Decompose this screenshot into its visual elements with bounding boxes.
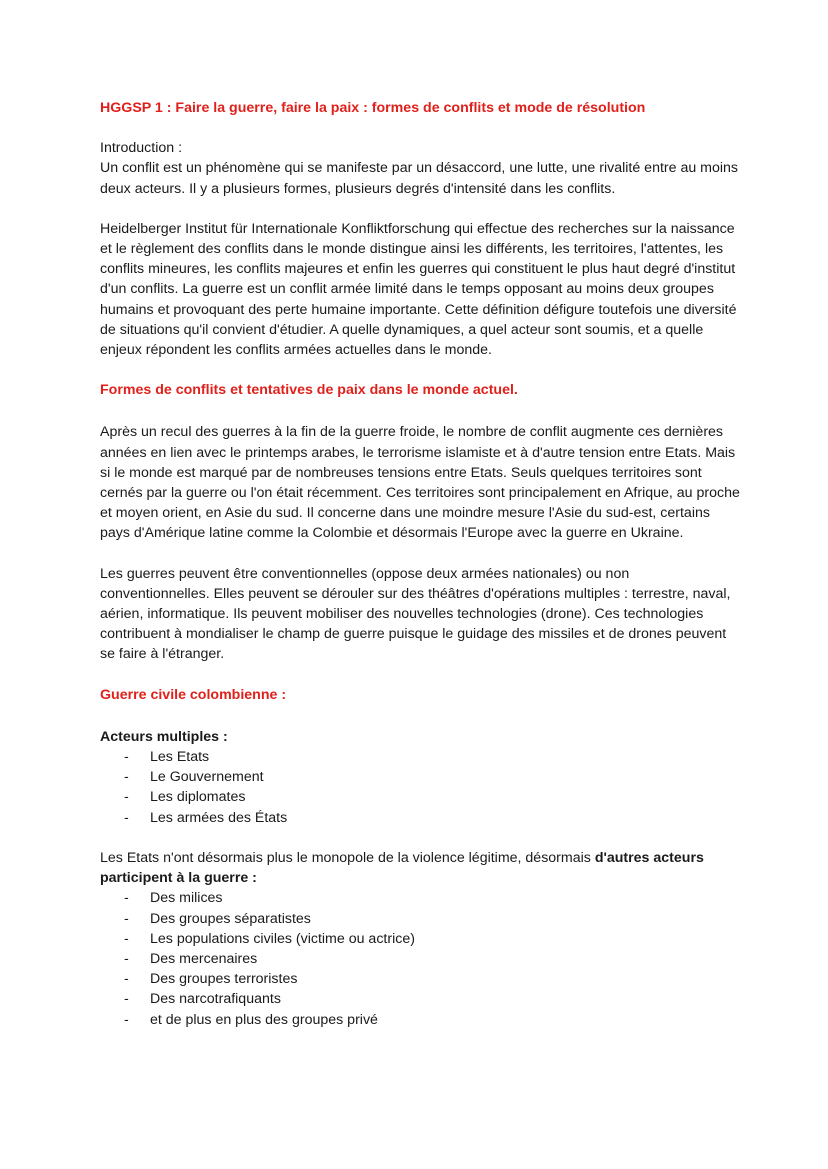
dash-bullet: - [124, 749, 129, 766]
other-actors-bold: d'autres acteurs participent à la guerre : [100, 849, 704, 887]
forms-paragraph-1: Après un recul des guerres à la fin de la guerre froide, le nombre de conflit augmente ces dernières années en lien avec le printemps arabes, le terrorisme islamiste et à d'autre tension entre Etats. Mais si le monde est marqué par de nombreuses tensions entre Etats. Seuls quelques territoires sont cernés par la guerre ou l'on était récemment. Ces territoires sont principalement en Afrique, au proche et moyen orient, en Asie du sud. Il concerne dans une moindre mesure l'Asie du sud-est, certains pays d'Amérique latine comme la Colombie et désormais l'Europe avec la guerre en Ukraine. [100, 424, 740, 542]
list-item: - Les armées des États [100, 808, 740, 828]
section-heading-colombia: Guerre civile colombienne : [100, 686, 287, 703]
intro-paragraph-1: Un conflit est un phénomène qui se manifeste par un désaccord, une lutte, une rivalité entre au moins deux acteurs. Il y a plusieurs formes, plusieurs degrés d'intensité dans les conflits. [100, 160, 739, 197]
list-item: - Les Etats [100, 747, 740, 767]
other-actors-list [100, 888, 740, 1029]
dash-bullet: - [124, 1011, 129, 1028]
dash-bullet: - [124, 950, 129, 967]
intro-heading: Introduction : [100, 140, 183, 157]
list-item: - Les populations civiles (victime ou actrice) [100, 929, 740, 949]
list-item: - Des groupes terroristes [100, 969, 740, 989]
forms-paragraph-2: Les guerres peuvent être conventionnelles (oppose deux armées nationales) ou non conventionnelles. Elles peuvent se dérouler sur des théâtres d'opérations multiples : terrestre, naval, aérien, informatique. Ils peuvent mobiliser des nouvelles technologies (drone). Ces technologies contribuent à mondialiser le champ de guerre puisque le guidage des missiles et de drones peuvent se faire à l'étranger. [100, 565, 731, 663]
list-item: - Le Gouvernement [100, 767, 740, 787]
dash-bullet: - [124, 991, 129, 1008]
intro-paragraph-2: Heidelberger Institut für Internationale Konfliktforschung qui effectue des recherches sur la naissance et le règlement des conflits dans le monde distingue ainsi les différents, les territoires, l'attentes, les conflits mineures, les conflits majeures et enfin les guerres qui constituent le plus haut degré d'institut d'un conflits. La guerre est un conflit armée limité dans le temps opposant au moins deux groupes humains et provoquant des perte humaine importante. Cette définition défigure toutefois une diversité de situations qu'il convient d'étudier. A quelle dynamiques, a quel acteur sont soumis, et a quelle enjeux répondent les conflits armées actuelles dans le monde. [100, 220, 737, 359]
actors-list [100, 747, 740, 828]
list-item: - Des narcotrafiquants [100, 989, 740, 1009]
list-item: - Les diplomates [100, 787, 740, 807]
document-page [100, 98, 740, 1030]
list-item: - Des milices [100, 888, 740, 908]
section-heading-forms: Formes de conflits et tentatives de paix dans le monde actuel. [100, 382, 518, 399]
other-actors-paragraph: Les Etats n'ont désormais plus le monopole de la violence légitime, désormais d'autres acteurs participent à la guerre : [100, 849, 704, 887]
dash-bullet: - [124, 890, 129, 907]
document-title: HGGSP 1 : Faire la guerre, faire la paix : formes de conflits et mode de résolution [100, 100, 646, 116]
actors-heading: Acteurs multiples : [100, 728, 228, 745]
dash-bullet: - [124, 789, 129, 806]
list-item: - Des groupes séparatistes [100, 909, 740, 929]
list-item: - et de plus en plus des groupes privé [100, 1010, 740, 1030]
list-item: - Des mercenaires [100, 949, 740, 969]
dash-bullet: - [124, 971, 129, 988]
dash-bullet: - [124, 769, 129, 786]
dash-bullet: - [124, 930, 129, 947]
dash-bullet: - [124, 809, 129, 826]
dash-bullet: - [124, 910, 129, 927]
